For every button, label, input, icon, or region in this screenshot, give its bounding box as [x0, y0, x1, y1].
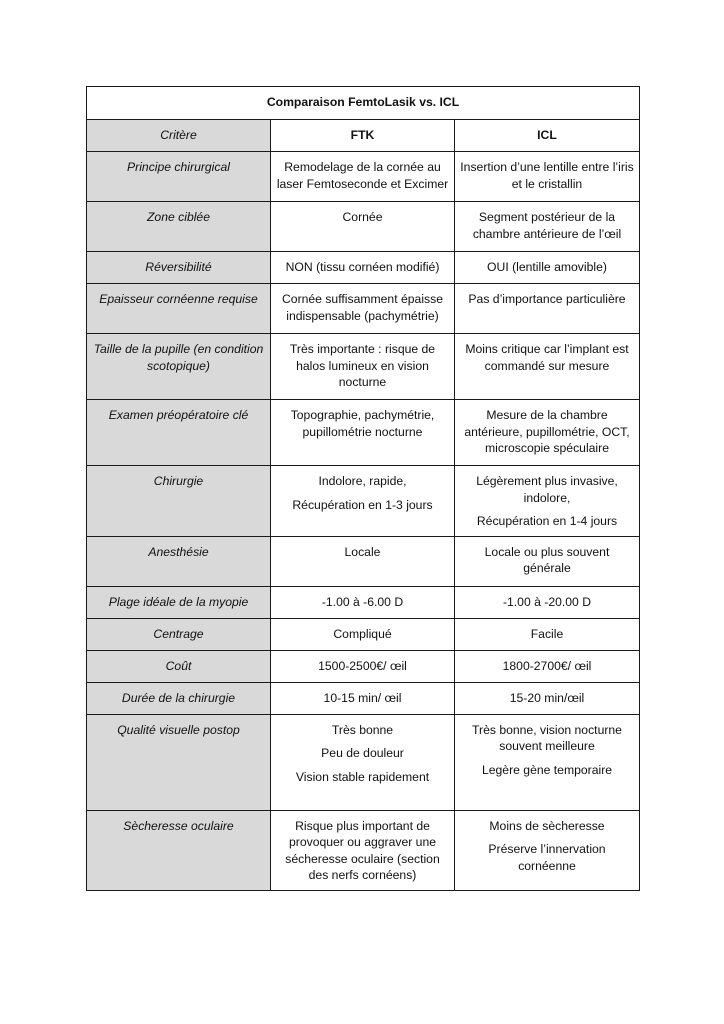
icl-cell: [455, 334, 640, 400]
table-row: [87, 466, 640, 537]
icl-cell-text: Legère gène temporaire: [481, 762, 613, 777]
icl-cell: [455, 650, 640, 682]
ftk-cell-text: Risque plus important de provoquer ou aggraver une sécheresse oculaire (section des nerfs cornéens): [285, 818, 440, 882]
criterion-cell: Examen préopératoire clé: [87, 400, 271, 466]
icl-cell-text: Préserve l’innervation cornéenne: [488, 842, 606, 873]
ftk-cell: [271, 400, 455, 466]
criterion-cell: Coût: [87, 650, 271, 682]
icl-cell: [455, 618, 640, 650]
table-row: [87, 252, 640, 284]
ftk-cell-text: Récupération en 1-3 jours: [292, 497, 433, 512]
ftk-cell-text: Peu de douleur: [321, 746, 404, 760]
ftk-cell-text: Compliqué: [333, 626, 392, 641]
icl-cell-text: Moins de sècheresse: [489, 818, 605, 833]
icl-cell: [455, 714, 640, 810]
ftk-cell-text: Cornée: [342, 210, 383, 224]
title-row: [87, 87, 640, 120]
icl-cell: [455, 202, 640, 252]
icl-cell: [455, 466, 640, 537]
ftk-cell: [271, 202, 455, 252]
criterion-cell: Réversibilité: [87, 252, 271, 284]
ftk-cell: [271, 682, 455, 714]
criterion-cell: Epaisseur cornéenne requise: [87, 284, 271, 334]
table-row: [87, 714, 640, 810]
ftk-cell: [271, 536, 455, 586]
icl-cell-text: Segment postérieur de la chambre antérieure de l’œil: [472, 210, 622, 241]
table-row: [87, 682, 640, 714]
ftk-cell: [271, 586, 455, 618]
ftk-cell-text: NON (tissu cornéen modifié): [285, 260, 440, 274]
icl-cell: [455, 284, 640, 334]
table-row: [87, 284, 640, 334]
table-row: [87, 810, 640, 890]
icl-cell-text: Moins critique car l’implant est commandé sur mesure: [465, 342, 629, 373]
table-row: [87, 536, 640, 586]
header-ftk: FTK: [271, 120, 455, 152]
icl-cell-text: Mesure de la chambre antérieure, pupillométrie, OCT, microscopie spéculaire: [464, 408, 630, 455]
header-criterion: Critère: [87, 120, 271, 152]
header-row: [87, 120, 640, 152]
criterion-cell: Zone ciblée: [87, 202, 271, 252]
ftk-cell-text: -1.00 à -6.00 D: [321, 594, 404, 609]
ftk-cell: [271, 618, 455, 650]
ftk-cell: [271, 650, 455, 682]
icl-cell-text: Facile: [530, 626, 564, 641]
icl-cell: [455, 586, 640, 618]
header-icl: ICL: [455, 120, 640, 152]
ftk-cell-text: Vision stable rapidement: [295, 769, 430, 784]
ftk-cell-text: Très importante : risque de halos lumineux en vision nocturne: [289, 342, 436, 389]
ftk-cell: [271, 466, 455, 537]
ftk-cell: [271, 714, 455, 810]
icl-cell-text: Très bonne, vision nocturne souvent meilleure: [472, 722, 622, 753]
ftk-cell: [271, 152, 455, 202]
criterion-cell: Taille de la pupille (en condition scotopique): [87, 334, 271, 400]
table-row: [87, 650, 640, 682]
table-title: Comparaison FemtoLasik vs. ICL: [87, 87, 640, 120]
ftk-cell: [271, 810, 455, 890]
icl-cell-text: OUI (lentille amovible): [487, 260, 607, 274]
icl-cell: [455, 252, 640, 284]
table-row: [87, 586, 640, 618]
icl-cell-text: 1800-2700€/ œil: [502, 658, 592, 673]
ftk-cell-text: Cornée suffisamment épaisse indispensable (pachymétrie): [281, 292, 443, 323]
criterion-cell: Centrage: [87, 618, 271, 650]
ftk-cell: [271, 252, 455, 284]
icl-cell-text: 15-20 min/œil: [509, 690, 585, 705]
ftk-cell-text: Très bonne: [331, 722, 394, 737]
comparison-table: [86, 86, 640, 891]
icl-cell-text: Pas d’importance particulière: [468, 292, 626, 306]
icl-cell: [455, 400, 640, 466]
criterion-cell: Plage idéale de la myopie: [87, 586, 271, 618]
icl-cell-text: Insertion d’une lentille entre l’iris et le cristallin: [460, 160, 634, 191]
ftk-cell-text: Topographie, pachymétrie, pupillométrie nocturne: [290, 408, 435, 439]
table-row: [87, 618, 640, 650]
criterion-cell: Anesthésie: [87, 536, 271, 586]
ftk-cell-text: Locale: [344, 544, 381, 559]
icl-cell: [455, 152, 640, 202]
icl-cell-text: Légèrement plus invasive, indolore,: [476, 474, 618, 505]
icl-cell: [455, 810, 640, 890]
ftk-cell-text: 1500-2500€/ œil: [318, 658, 407, 673]
criterion-cell: Principe chirurgical: [87, 152, 271, 202]
criterion-cell: Chirurgie: [87, 466, 271, 537]
table-row: [87, 334, 640, 400]
table-body: [87, 152, 640, 891]
icl-cell: [455, 682, 640, 714]
document-page: [86, 86, 639, 891]
criterion-cell: Qualité visuelle postop: [87, 714, 271, 810]
ftk-cell-text: Indolore, rapide,: [318, 474, 407, 488]
ftk-cell-text: Remodelage de la cornée au laser Femtoseconde et Excimer: [276, 160, 449, 191]
icl-cell-text: Locale ou plus souvent générale: [484, 544, 610, 575]
criterion-cell: Durée de la chirurgie: [87, 682, 271, 714]
table-row: [87, 202, 640, 252]
ftk-cell: [271, 284, 455, 334]
icl-cell: [455, 536, 640, 586]
icl-cell-text: Récupération en 1-4 jours: [476, 514, 618, 528]
ftk-cell: [271, 334, 455, 400]
icl-cell-text: -1.00 à -20.00 D: [502, 594, 592, 609]
ftk-cell-text: 10-15 min/ œil: [323, 690, 402, 705]
criterion-cell: Sècheresse oculaire: [87, 810, 271, 890]
table-row: [87, 152, 640, 202]
table-row: [87, 400, 640, 466]
